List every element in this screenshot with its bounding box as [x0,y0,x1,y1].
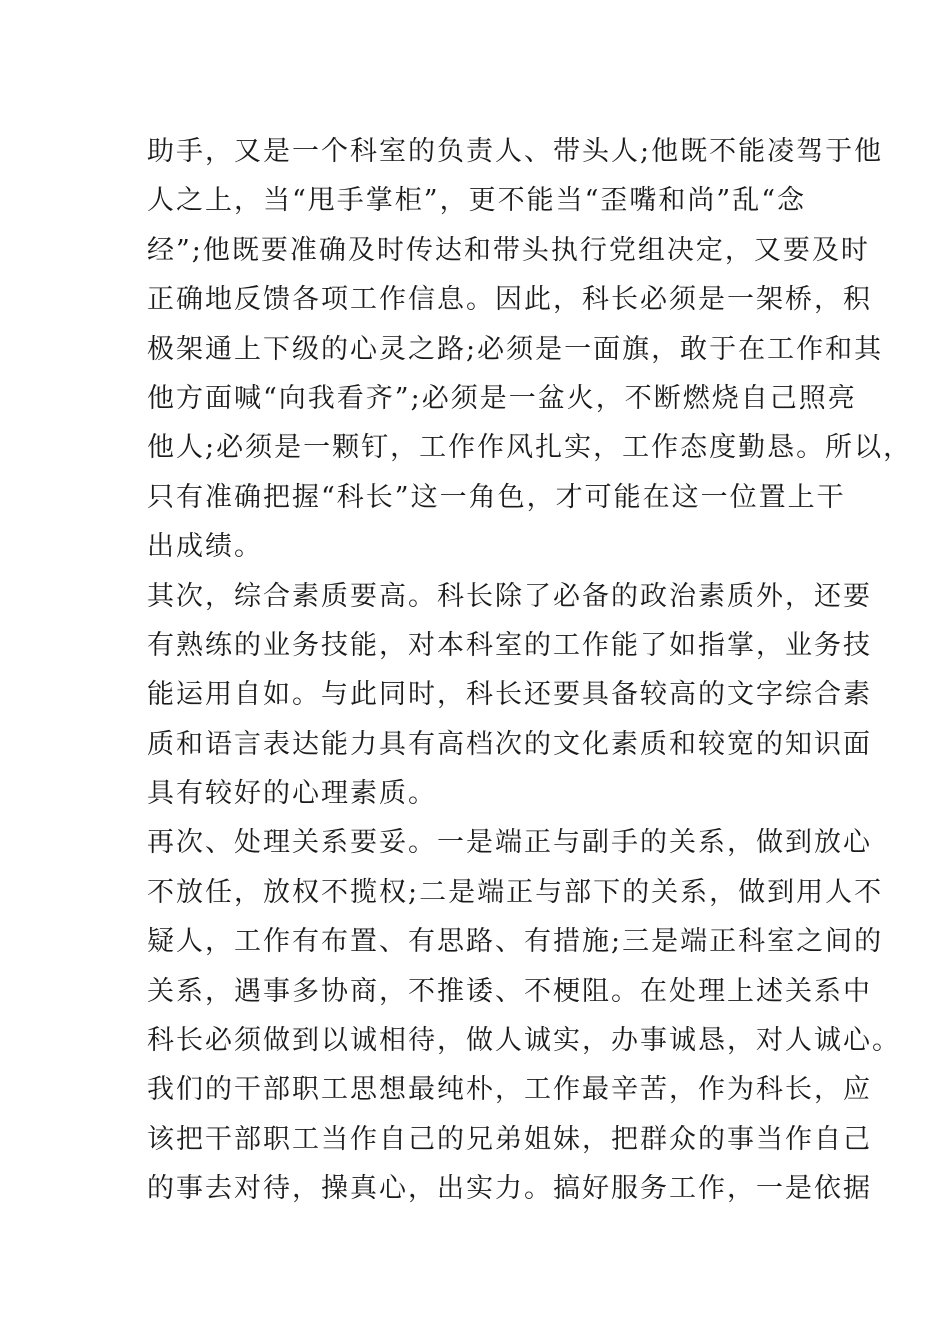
text-line: 该把干部职工当作自己的兄弟姐妹，把群众的事当作自己 [147,1123,872,1155]
text-line: 人之上，当“甩手掌柜”，更不能当“歪嘴和尚”乱“念 [147,185,807,217]
text-line: 疑人，工作有布置、有思路、有措施;三是端正科室之间的 [147,926,884,958]
text-line: 的事去对待，操真心，出实力。搞好服务工作，一是依据 [147,1173,872,1205]
text-line: 关系，遇事多协商，不推诿、不梗阻。在处理上述关系中 [147,975,872,1007]
text-line: 再次、处理关系要妥。一是端正与副手的关系，做到放心 [147,827,872,859]
text-line: 有熟练的业务技能，对本科室的工作能了如指掌，业务技 [147,629,872,661]
text-line: 其次，综合素质要高。科长除了必备的政治素质外，还要 [147,580,872,612]
text-line: 不放任，放权不揽权;二是端正与部下的关系，做到用人不 [147,876,884,908]
text-line: 质和语言表达能力具有高档次的文化素质和较宽的知识面 [147,728,872,760]
text-line: 我们的干部职工思想最纯朴，工作最辛苦，作为科长，应 [147,1074,872,1106]
text-line: 他人;必须是一颗钉，工作作风扎实，工作态度勤恳。所以， [147,432,913,464]
text-line: 具有较好的心理素质。 [147,778,437,810]
text-line: 科长必须做到以诚相待，做人诚实，办事诚恳，对人诚心。 [147,1025,901,1057]
document-body [147,127,913,1214]
text-line: 能运用自如。与此同时，科长还要具备较高的文字综合素 [147,679,872,711]
text-line: 只有准确把握“科长”这一角色，才可能在这一位置上干 [147,481,846,513]
text-line: 正确地反馈各项工作信息。因此，科长必须是一架桥，积 [147,284,872,316]
text-line: 经”;他既要准确及时传达和带头执行党组决定，又要及时 [147,234,870,266]
text-line: 他方面喊“向我看齐”;必须是一盆火，不断燃烧自己照亮 [147,382,857,414]
text-line: 极架通上下级的心灵之路;必须是一面旗，敢于在工作和其 [147,333,884,365]
text-line: 出成绩。 [147,531,263,563]
text-line: 助手，又是一个科室的负责人、带头人;他既不能凌驾于他 [147,136,884,167]
